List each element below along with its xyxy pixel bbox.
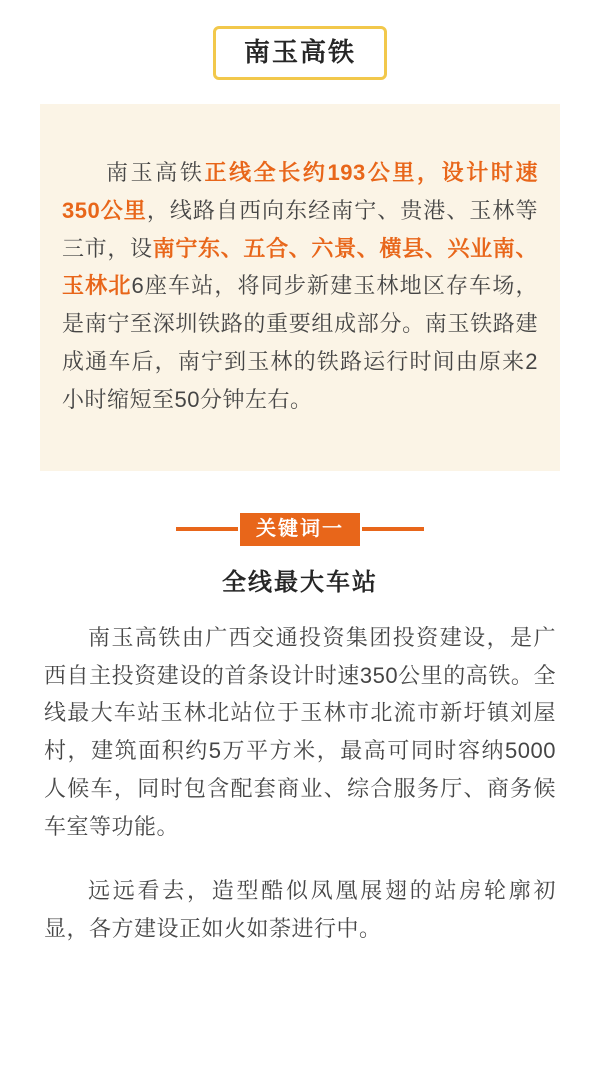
- intro-seg-1-highlight: 正线全长约193公里，设计时速350公里: [62, 160, 538, 223]
- keyword-badge: 关键词一: [240, 513, 360, 546]
- body-paragraph-1: 南玉高铁由广西交通投资集团投资建设，是广西自主投资建设的首条设计时速350公里的高铁。全线最大车站玉林北站位于玉林市北流市新圩镇刘屋村，建筑面积约5万平方米，最高可同时容纳5000人候车，同时包含配套商业、综合服务厅、商务候车室等功能。: [44, 624, 556, 839]
- body-paragraph-2: 远远看去，造型酷似凤凰展翅的站房轮廓初显，各方建设正如火如荼进行中。: [44, 877, 556, 941]
- title-container: [0, 0, 600, 80]
- intro-paragraph: [62, 154, 538, 419]
- intro-seg-4: 6座车站，将同步新建玉林地区存车场，是南宁至深圳铁路的重要组成部分。南玉铁路建成通车后，南宁到玉林的铁路运行时间由原来2小时缩短至50分钟左右。: [62, 273, 538, 412]
- section-body: [44, 619, 556, 948]
- rule-left-decoration: [176, 527, 238, 531]
- intro-seg-3-highlight: 南宁东、五合、六景、横县、兴业南、玉林北: [62, 235, 538, 299]
- intro-seg-0: 南玉高铁: [106, 160, 205, 185]
- section-subtitle: 全线最大车站: [222, 568, 378, 596]
- page-title: 南玉高铁: [213, 26, 387, 80]
- intro-block: [40, 104, 560, 471]
- rule-right-decoration: [362, 527, 424, 531]
- section-keyword-header: [0, 513, 600, 546]
- intro-seg-2: ，线路自西向东经南宁、贵港、玉林等三市，设: [62, 197, 538, 261]
